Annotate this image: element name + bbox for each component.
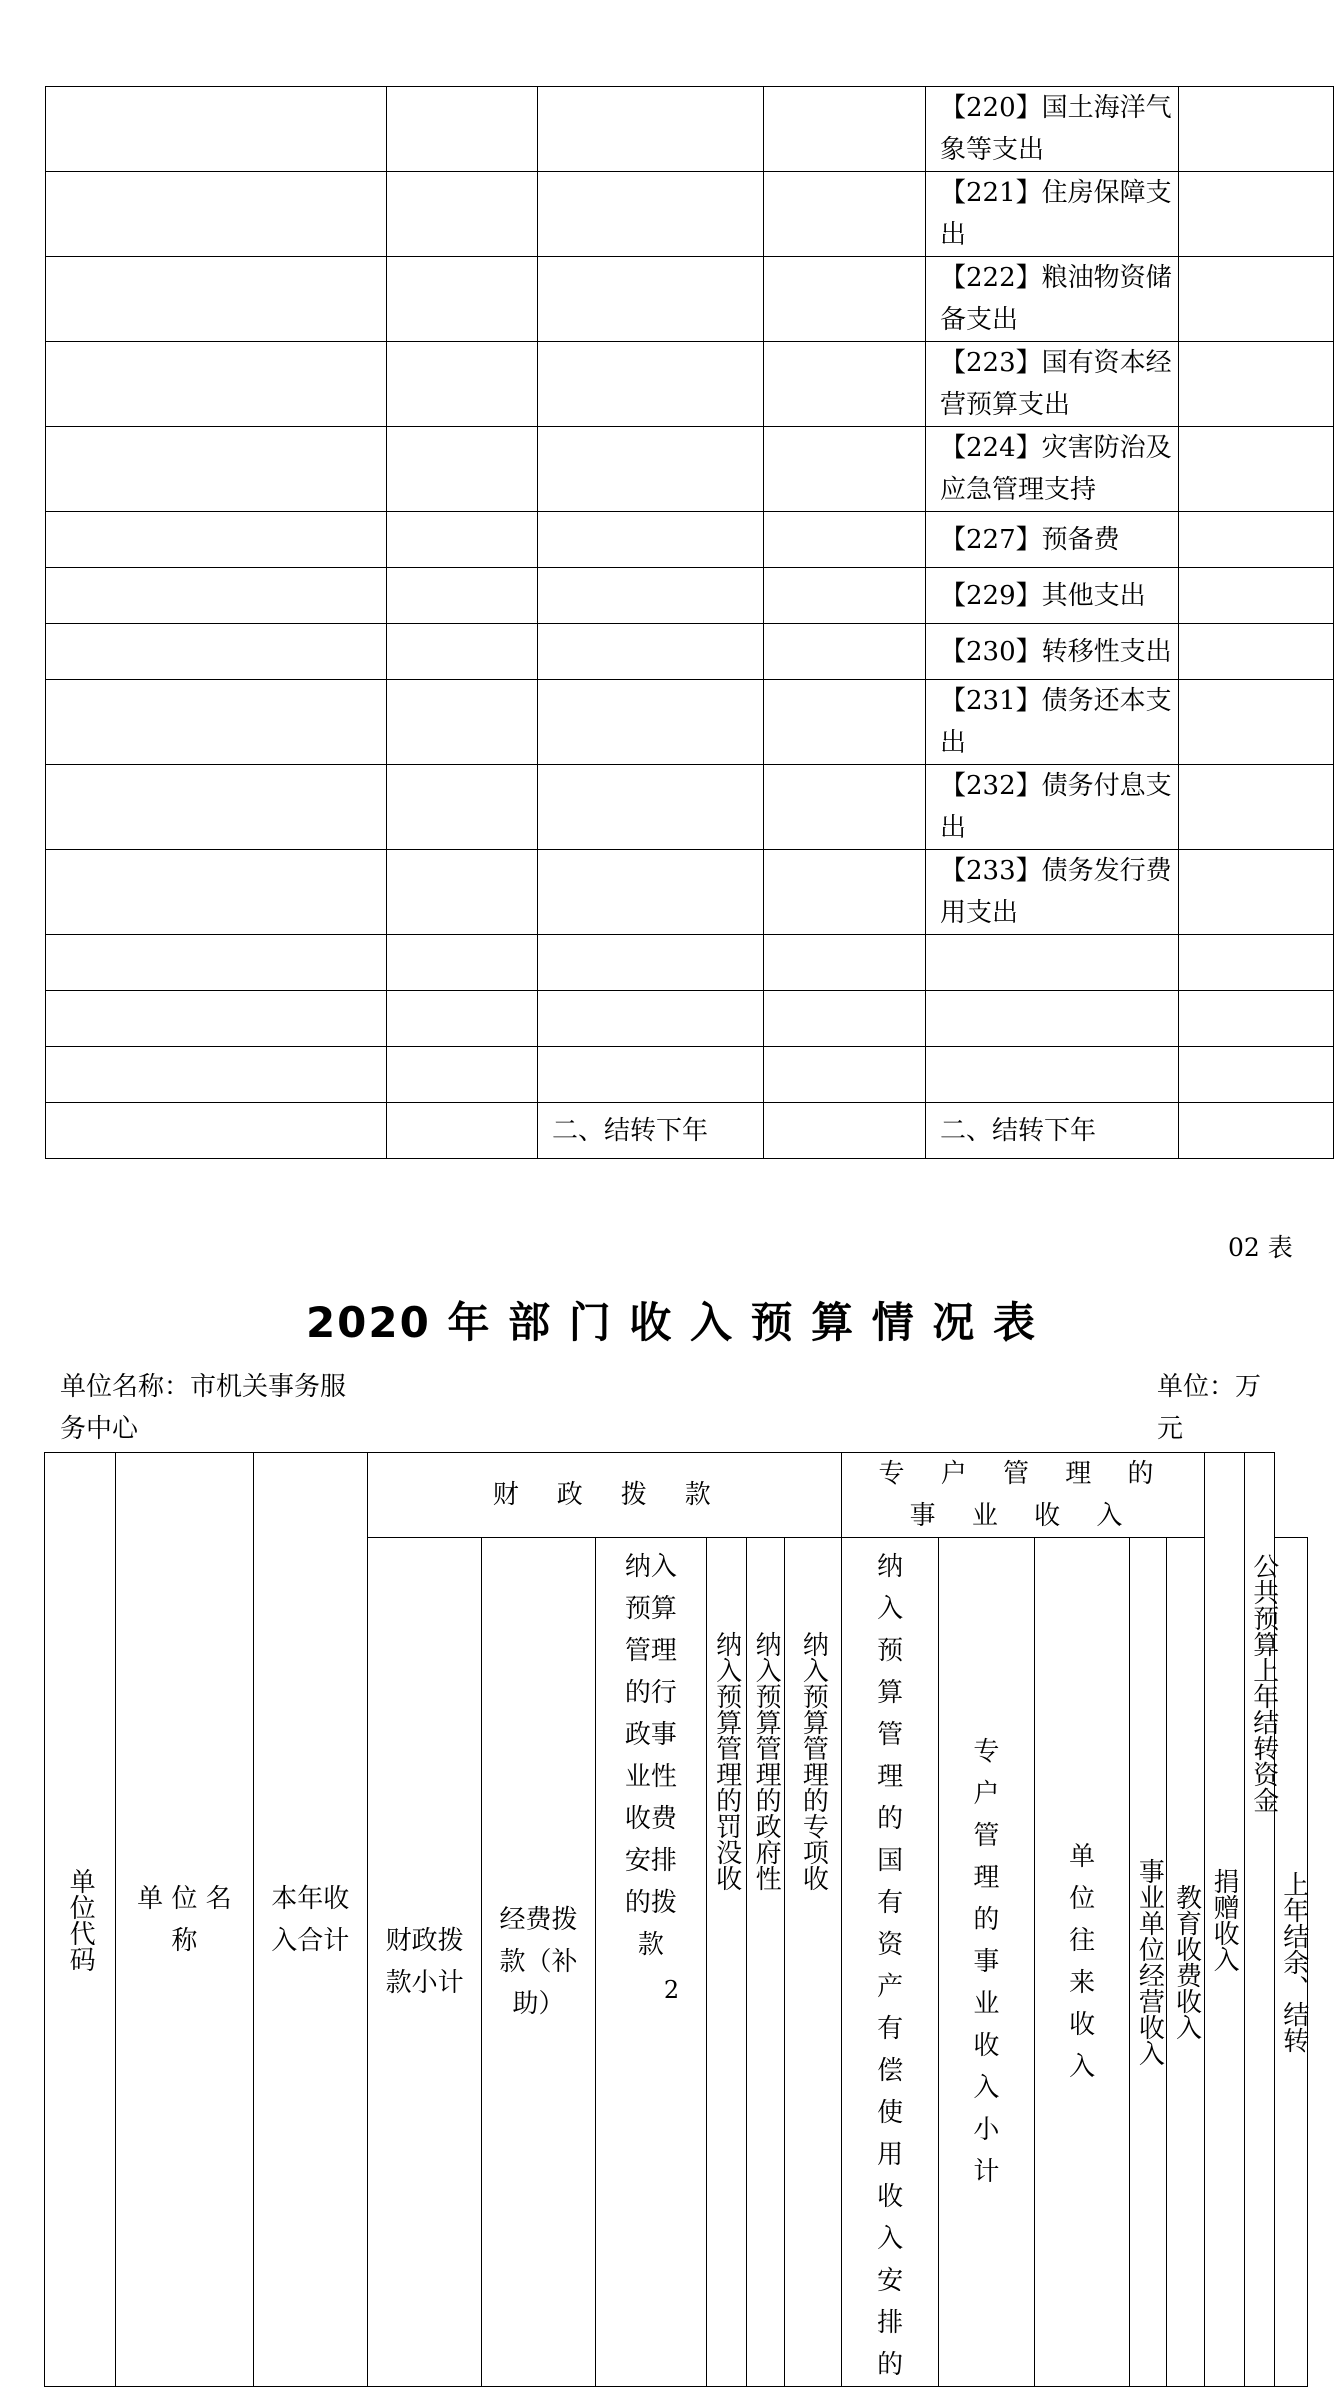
table-cell [387,991,538,1047]
table-cell [1179,87,1334,172]
table-cell [1179,512,1334,568]
expenditure-category-cell: 【220】国土海洋气象等支出 [926,87,1179,172]
table-row [46,850,1334,935]
expenditure-category-cell: 【233】债务发行费用支出 [926,850,1179,935]
table-row [46,427,1334,512]
expenditure-category-cell: 【232】债务付息支出 [926,765,1179,850]
table-cell [1179,427,1334,512]
table-cell [46,568,387,624]
expenditure-category-cell: 【221】住房保障支出 [926,172,1179,257]
page-title: 2020 年 部 门 收 入 预 算 情 况 表 [305,1298,1038,1347]
table-row [46,991,1334,1047]
admin-fee-header: 纳入预算管理的行政事业性收费安排的拨款 [595,1538,706,2387]
table-cell [1179,257,1334,342]
table-cell [764,680,926,765]
table-cell [387,624,538,680]
gov-fund-header: 纳入预算管理的政府性 [747,1538,785,2387]
expenditure-category-cell [926,991,1179,1047]
expenditure-category-cell: 【231】债务还本支出 [926,680,1179,765]
table-row [46,680,1334,765]
income-item-cell [538,427,764,512]
business-income-header: 事业单位经营收入 [1130,1538,1167,2387]
table-cell [1179,1103,1334,1159]
table-cell [46,172,387,257]
table-cell [46,991,387,1047]
income-item-cell [538,512,764,568]
table-row [46,1103,1334,1159]
expenditure-table [45,86,1334,1159]
expenditure-category-cell: 【230】转移性支出 [926,624,1179,680]
table-cell [387,342,538,427]
table-cell [1179,765,1334,850]
total-income-header: 本年收入合计 [253,1453,367,2387]
last-year-balance-header: 上年结余、结转 [1274,1538,1307,2387]
table-cell [387,87,538,172]
expenditure-category-cell: 【224】灾害防治及应急管理支持 [926,427,1179,512]
special-account-subtotal-header: 专户管理的事业收入小计 [938,1538,1034,2387]
unit-transfer-header: 单位往来收入 [1035,1538,1130,2387]
table-cell [764,850,926,935]
table-cell [46,342,387,427]
table-row [46,624,1334,680]
table-cell [46,427,387,512]
income-item-cell [538,765,764,850]
unit-name-label: 单位名称：市机关事务服务中心 [60,1372,347,1444]
expenditure-category-cell [926,1047,1179,1103]
table-row [46,342,1334,427]
page-number: 2 [663,1976,680,2004]
table-cell [1179,991,1334,1047]
expenditure-category-cell [926,935,1179,991]
income-item-cell [538,991,764,1047]
table-cell [387,1103,538,1159]
table-cell [46,1103,387,1159]
expenditure-category-cell: 【222】粮油物资储备支出 [926,257,1179,342]
expenditure-category-cell: 【227】预备费 [926,512,1179,568]
table-cell [1179,342,1334,427]
table-cell [1179,568,1334,624]
table-cell [764,1103,926,1159]
income-item-cell [538,257,764,342]
form-number: 02 表 [1228,1233,1293,1262]
table-cell [764,765,926,850]
table-cell [387,427,538,512]
unit-label: 单位：万元 [1157,1372,1262,1444]
table-cell [387,512,538,568]
table-cell [387,850,538,935]
unit-code-header: 单位代码 [45,1453,116,2387]
income-item-cell: 二、结转下年 [538,1103,764,1159]
income-item-cell [538,342,764,427]
table-cell [764,935,926,991]
table-cell [1179,935,1334,991]
special-account-group-header: 专 户 管 理 的 事 业 收 入 [842,1453,1204,1538]
donation-header: 捐赠收入 [1204,1453,1244,2387]
table-row [46,568,1334,624]
income-budget-table [44,1452,1308,2387]
table-row [46,935,1334,991]
table-cell [387,680,538,765]
income-item-cell [538,935,764,991]
table-row [46,87,1334,172]
table-cell [1179,850,1334,935]
income-item-cell [538,624,764,680]
table-cell [764,257,926,342]
table-row [46,765,1334,850]
table-row [46,257,1334,342]
table-cell [764,512,926,568]
special-income-header: 纳入预算管理的专项收 [785,1538,842,2387]
table-cell [387,765,538,850]
expenditure-category-cell: 【229】其他支出 [926,568,1179,624]
education-fee-header: 教育收费收入 [1167,1538,1204,2387]
table-cell [1179,1047,1334,1103]
state-asset-header: 纳入预算管理的国有资产有偿使用收入安排的 [842,1538,938,2387]
table-cell [46,512,387,568]
table-cell [764,342,926,427]
table-cell [764,624,926,680]
table-cell [387,568,538,624]
fiscal-subtotal-header: 财政拨款小计 [367,1538,481,2387]
table-cell [764,172,926,257]
table-cell [46,1047,387,1103]
income-item-cell [538,850,764,935]
table-cell [46,257,387,342]
table-cell [46,935,387,991]
fines-header: 纳入预算管理的罚没收 [707,1538,747,2387]
table-cell [387,1047,538,1103]
table-cell [46,624,387,680]
income-item-cell [538,1047,764,1103]
table-cell [764,568,926,624]
income-item-cell [538,172,764,257]
table-cell [764,991,926,1047]
table-cell [46,765,387,850]
table-cell [1179,172,1334,257]
funding-header: 经费拨款（补助） [482,1538,595,2387]
table-cell [1179,624,1334,680]
table-cell [46,680,387,765]
table-cell [764,427,926,512]
table-row [46,172,1334,257]
expenditure-category-cell: 【223】国有资本经营预算支出 [926,342,1179,427]
public-budget-header: 公共预算上年结转资金 [1244,1453,1274,2387]
table-cell [387,172,538,257]
table-cell [46,87,387,172]
income-item-cell [538,680,764,765]
table-cell [1179,680,1334,765]
income-item-cell [538,87,764,172]
table-cell [387,257,538,342]
table-row [46,512,1334,568]
table-cell [764,1047,926,1103]
income-item-cell [538,568,764,624]
table-row [46,1047,1334,1103]
table-cell [387,935,538,991]
expenditure-category-cell: 二、结转下年 [926,1103,1179,1159]
table-cell [46,850,387,935]
unit-name-header: 单 位 名 称 [116,1453,253,2387]
table-cell [764,87,926,172]
fiscal-group-header: 财 政 拨 款 [367,1453,841,1538]
